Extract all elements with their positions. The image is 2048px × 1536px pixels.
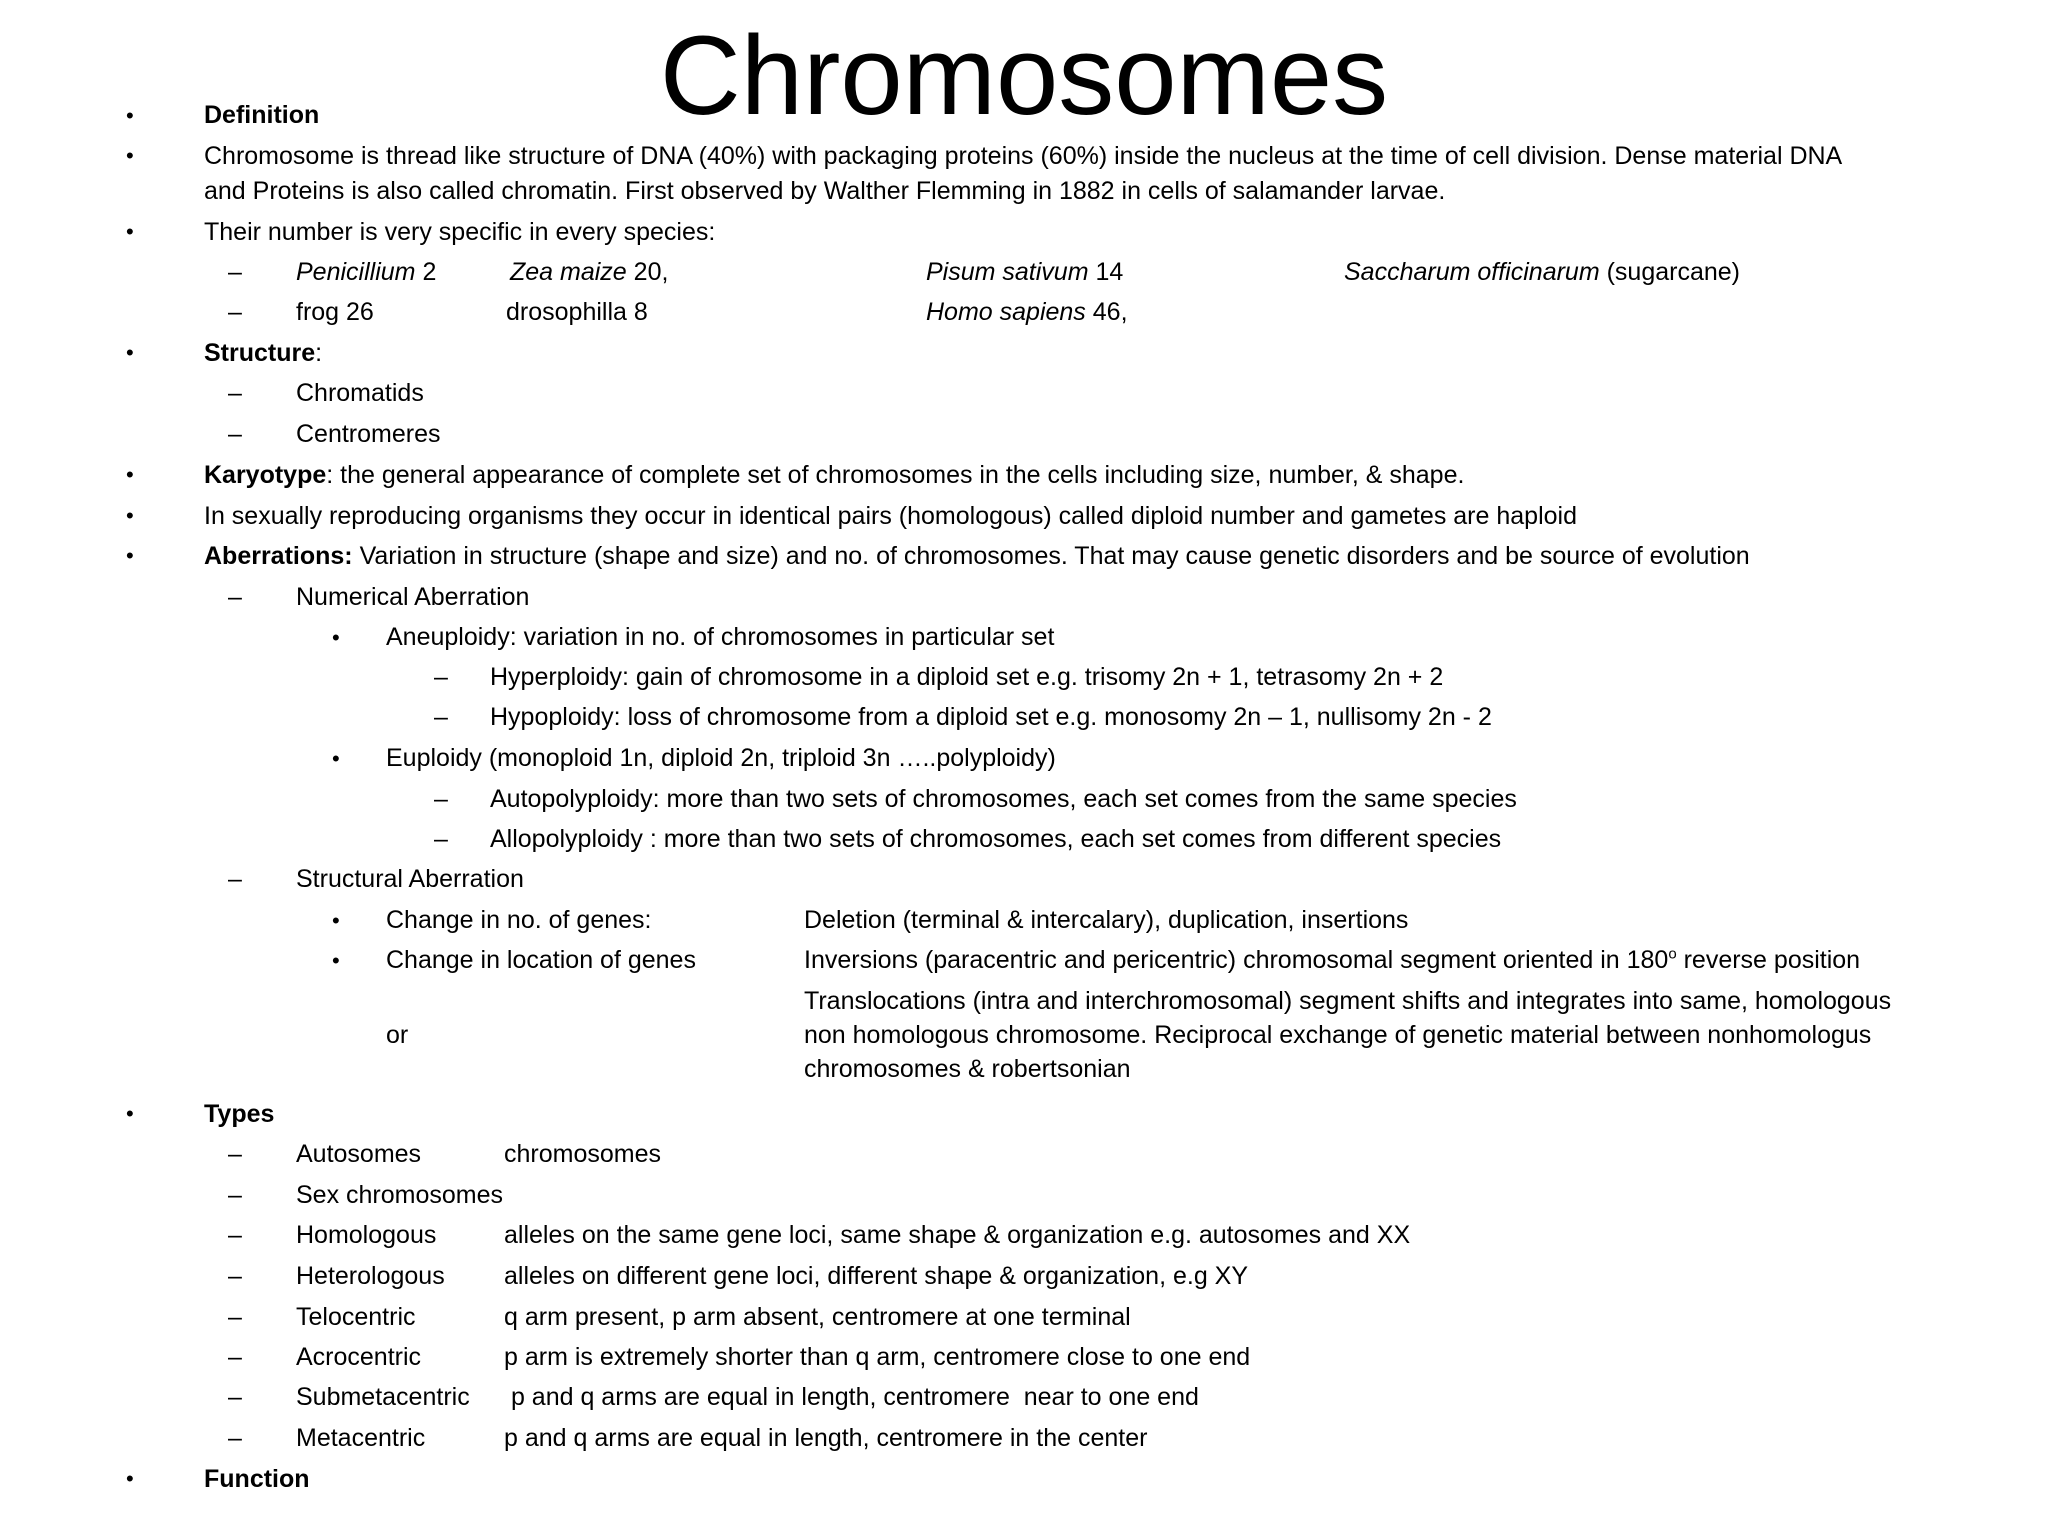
species-pisum-sativum: Pisum sativum 14 xyxy=(926,258,1124,286)
dash-icon: – xyxy=(228,258,242,286)
hypoploidy-text: Hypoploidy: loss of chromosome from a diploid set e.g. monosomy 2n – 1, nullisomy 2n - 2 xyxy=(490,703,1492,731)
definition-text-line2: and Proteins is also called chromatin. First observed by Walther Flemming in 1882 in cells of salamander larvae. xyxy=(204,177,1446,205)
type-name-sex-chromosomes: Sex chromosomes xyxy=(296,1181,504,1209)
bullet-icon: • xyxy=(332,625,340,650)
bullet-icon: • xyxy=(126,219,134,244)
numerical-aberration-heading: Numerical Aberration xyxy=(296,583,530,611)
dash-icon: – xyxy=(228,1383,242,1411)
allopolyploidy-text: Allopolyploidy : more than two sets of chromosomes, each set comes from different species xyxy=(490,825,1502,853)
species-frog: frog 26 xyxy=(296,298,374,326)
species-zea-maize: Zea maize 20, xyxy=(510,258,669,286)
dash-icon: – xyxy=(434,785,448,813)
change-no-genes-label: Change in no. of genes: xyxy=(386,906,652,934)
dash-icon: – xyxy=(228,865,242,893)
or-label: or xyxy=(386,1021,409,1049)
definition-heading: Definition xyxy=(204,101,320,129)
species-homo-sapiens: Homo sapiens 46, xyxy=(926,298,1128,326)
bullet-icon: • xyxy=(126,103,134,128)
definition-text-line1: Chromosome is thread like structure of DNA (40%) with packaging proteins (60%) inside the nucleus at the time of cell division. Dense material DNA xyxy=(204,142,1843,170)
type-desc-metacentric: p and q arms are equal in length, centromere in the center xyxy=(504,1424,1148,1452)
type-name-metacentric: Metacentric xyxy=(296,1424,426,1452)
type-name-heterologous: Heterologous xyxy=(296,1262,445,1290)
bullet-icon: • xyxy=(332,948,340,973)
species-penicillium: Penicillium 2 xyxy=(296,258,437,286)
dash-icon: – xyxy=(228,298,242,326)
dash-icon: – xyxy=(434,825,448,853)
species-number-intro: Their number is very specific in every species: xyxy=(204,218,716,246)
structural-aberration-heading: Structural Aberration xyxy=(296,865,524,893)
euploidy-text: Euploidy (monoploid 1n, diploid 2n, triploid 3n …..polyploidy) xyxy=(386,744,1056,772)
translocation-line2: non homologous chromosome. Reciprocal exchange of genetic material between nonhomologus xyxy=(804,1021,1872,1049)
aberrations-text: Aberrations: Variation in structure (shape and size) and no. of chromosomes. That may cause genetic disorders and be source of evolution xyxy=(204,542,1750,570)
dash-icon: – xyxy=(228,583,242,611)
dash-icon: – xyxy=(228,1303,242,1331)
karyotype-text: Karyotype: the general appearance of complete set of chromosomes in the cells including size, number, & shape. xyxy=(204,461,1465,489)
slide-title: Chromosomes xyxy=(659,13,1389,138)
change-location-genes-label: Change in location of genes xyxy=(386,946,696,974)
dash-icon: – xyxy=(228,1181,242,1209)
bullet-icon: • xyxy=(126,543,134,568)
dash-icon: – xyxy=(228,379,242,407)
hyperploidy-text: Hyperploidy: gain of chromosome in a diploid set e.g. trisomy 2n + 1, tetrasomy 2n + 2 xyxy=(490,663,1444,691)
bullet-icon: • xyxy=(332,908,340,933)
bullet-icon: • xyxy=(126,462,134,487)
change-no-genes-text: Deletion (terminal & intercalary), duplication, insertions xyxy=(804,906,1409,934)
type-desc-heterologous: alleles on different gene loci, different shape & organization, e.g XY xyxy=(504,1262,1249,1290)
type-desc-acrocentric: p arm is extremely shorter than q arm, centromere close to one end xyxy=(504,1343,1251,1371)
sexual-reproduction-text: In sexually reproducing organisms they occur in identical pairs (homologous) called diploid number and gametes are haploid xyxy=(204,502,1577,530)
dash-icon: – xyxy=(228,1424,242,1452)
dash-icon: – xyxy=(228,1140,242,1168)
bullet-icon: • xyxy=(126,503,134,528)
translocation-line3: chromosomes & robertsonian xyxy=(804,1055,1131,1083)
bullet-icon: • xyxy=(126,143,134,168)
bullet-icon: • xyxy=(126,1101,134,1126)
structure-item-centromeres: Centromeres xyxy=(296,420,441,448)
dash-icon: – xyxy=(228,1262,242,1290)
bullet-icon: • xyxy=(126,340,134,365)
aneuploidy-text: Aneuploidy: variation in no. of chromosomes in particular set xyxy=(386,623,1055,651)
type-name-autosomes: Autosomes xyxy=(296,1140,422,1168)
type-desc-autosomes: chromosomes xyxy=(504,1140,661,1168)
dash-icon: – xyxy=(228,1221,242,1249)
type-desc-submetacentric: p and q arms are equal in length, centromere near to one end xyxy=(504,1383,1199,1411)
bullet-icon: • xyxy=(332,746,340,771)
species-saccharum: Saccharum officinarum (sugarcane) xyxy=(1344,258,1741,286)
species-drosophilla: drosophilla 8 xyxy=(506,298,648,326)
type-name-submetacentric: Submetacentric xyxy=(296,1383,470,1411)
type-desc-homologous: alleles on the same gene loci, same shape & organization e.g. autosomes and XX xyxy=(504,1221,1411,1249)
dash-icon: – xyxy=(434,663,448,691)
dash-icon: – xyxy=(228,1343,242,1371)
bullet-icon: • xyxy=(126,1466,134,1491)
dash-icon: – xyxy=(228,420,242,448)
structure-item-chromatids: Chromatids xyxy=(296,379,424,407)
translocation-line1: Translocations (intra and interchromosomal) segment shifts and integrates into same, homologous xyxy=(804,987,1892,1015)
type-name-homologous: Homologous xyxy=(296,1221,437,1249)
structure-heading: Structure: xyxy=(204,339,323,367)
autopolyploidy-text: Autopolyploidy: more than two sets of chromosomes, each set comes from the same species xyxy=(490,785,1517,813)
function-heading: Function xyxy=(204,1465,310,1493)
dash-icon: – xyxy=(434,703,448,731)
change-location-genes-text: Inversions (paracentric and pericentric) chromosomal segment oriented in 180$^o$ reverse position xyxy=(804,945,1861,974)
types-heading: Types xyxy=(204,1100,275,1128)
type-name-telocentric: Telocentric xyxy=(296,1303,416,1331)
type-desc-telocentric: q arm present, p arm absent, centromere at one terminal xyxy=(504,1303,1131,1331)
type-name-acrocentric: Acrocentric xyxy=(296,1343,422,1371)
